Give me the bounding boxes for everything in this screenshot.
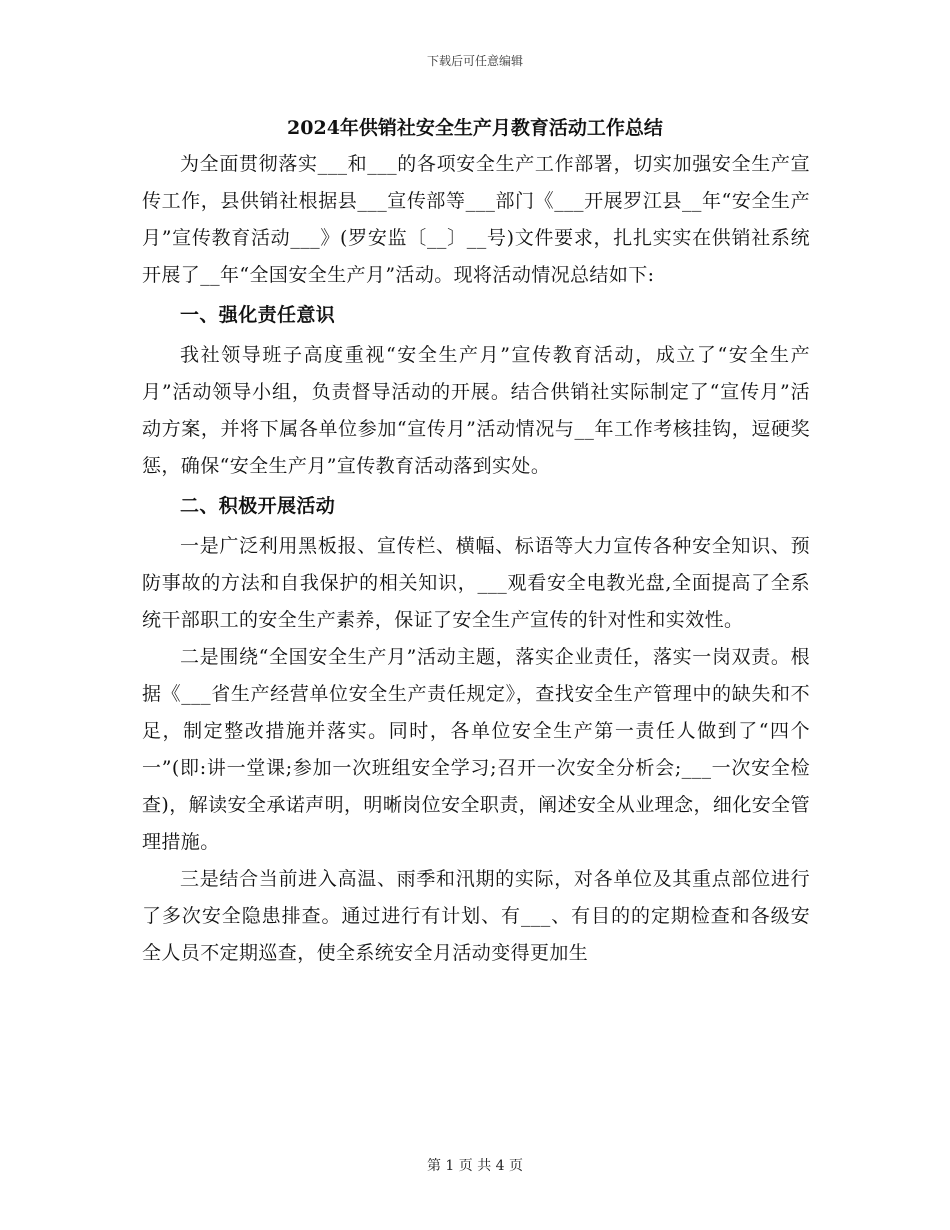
section2-paragraph-3: 三是结合当前进入高温、雨季和汛期的实际，对各单位及其重点部位进行了多次安全隐患排查。通过进行有计划、有___、有目的的定期检查和各级安全人员不定期巡查，使全系统安全月活动变得更加生 xyxy=(142,868,810,964)
section-heading-1: 一、强化责任意识 xyxy=(180,304,336,326)
document-title: 2024年供销社安全生产月教育活动工作总结 xyxy=(287,117,663,139)
section2-paragraph-1: 一是广泛利用黑板报、宣传栏、横幅、标语等大力宣传各种安全知识、预防事故的方法和自我保护的相关知识，___观看安全电教光盘,全面提高了全系统干部职工的安全生产素养，保证了安全生产宣传的针对性和实效性。 xyxy=(142,535,810,631)
document-body xyxy=(142,146,810,972)
section2-paragraph-2: 二是围绕“全国安全生产月”活动主题，落实企业责任，落实一岗双责。根据《___省生产经营单位安全生产责任规定》，查找安全生产管理中的缺失和不足，制定整改措施并落实。同时，各单位安全生产第一责任人做到了“四个一”(即:讲一堂课;参加一次班组安全学习;召开一次安全分析会;___一次安全检查)，解读安全承诺声明，明晰岗位安全职责，阐述安全从业理念，细化安全管理措施。 xyxy=(142,646,810,853)
page-number: 第 1 页 共 4 页 xyxy=(426,1158,524,1174)
intro-paragraph: 为全面贯彻落实___和___的各项安全生产工作部署，切实加强安全生产宣传工作，县供销社根据县___宣传部等___部门《___开展罗江县__年“安全生产月”宣传教育活动___》(罗安监〔__〕__号)文件要求，扎扎实实在供销社系统开展了__年“全国安全生产月”活动。现将活动情况总结如下: xyxy=(142,153,810,286)
section1-paragraph-1: 我社领导班子高度重视“安全生产月”宣传教育活动，成立了“安全生产月”活动领导小组，负责督导活动的开展。结合供销社实际制定了“宣传月”活动方案，并将下属各单位参加“宣传月”活动情况与__年工作考核挂钩，逗硬奖惩，确保“安全生产月”宣传教育活动落到实处。 xyxy=(142,344,810,477)
section-heading-2: 二、积极开展活动 xyxy=(180,495,336,517)
page-header-note: 下载后可任意编辑 xyxy=(426,54,523,68)
